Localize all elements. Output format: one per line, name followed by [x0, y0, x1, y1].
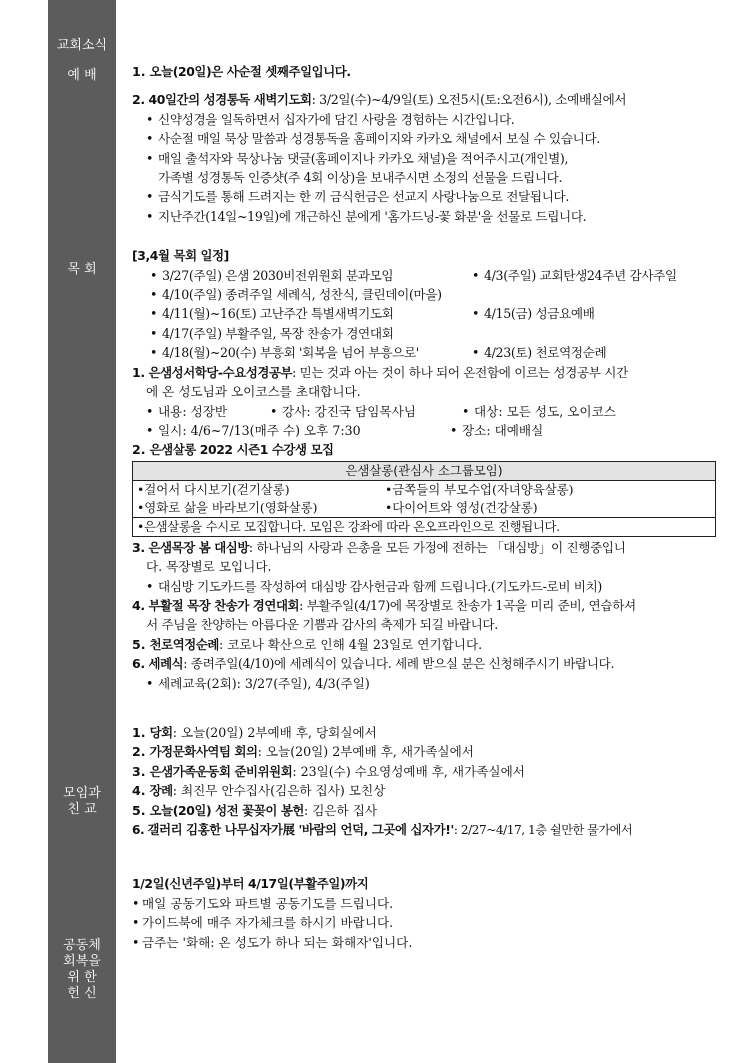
worship-item-2: 2. 40일간의 성경통독 새벽기도회: 3/2일(수)~4/9일(토) 오전5시(토:오전6시), 소예배실에서 [132, 92, 627, 108]
pastoral-section: [3,4월 목회 일정] • 3/27(주일) 은샘 2030비전위원회 분과모임 • 4/3(주일) 교회탄생24주년 감사주일 • 4/10(주일) 종려주일 세례식, 성찬식, 클린데이(마을) • 4/11(월)~16(토) 고난주간 특별새벽기도회 • 4/15(금) 성금요예배 • 4/17(주일) 부활주일, 목장 찬송가 경연대회 • 4/18(월)~20(수) 부흥회 '회복을 넘어 부흥으로' • 4/23(토) 천로역정순례 1. 은샘성서학당-수요성경공부: 믿는 것과 아는 것이 하나 되어 온전함에 이르는 성경공부 시간 에 온 성도님과 오이코스를 초대합니다. • 내용: 성장반 • 강사: 강진국 담임목사님 • 대상: 모든 성도, 오이코스 • 일시: 4/6~7/13(매주 수) 오후 7:30 • 장소: 대예배실 2. 은샘살롱 2022 시즌1 수강생 모집 은샘살롱(관심사 소그룹모임) •걸어서 다시보기(걷기살롱) •영화로 삶을 바라보기(영화살롱) •금쪽들의 부모수업(자녀양육살롱) •다이어트와 영성(건강살롱) •은샘살롱을 수시로 모집합니다. 모임은 강좌에 따라 온오프라인으로 진행됩니다. 3. 은샘목장 봄 대심방: 하나님의 사랑과 은총을 모든 가정에 전하는 「대심방」이 진행중입니 다. 목장별로 모입니다. • 대심방 기도카드를 작성하여 대심방 감사헌금과 함께 드립니다.(기도카드-로비 비치) 4. 부활절 목장 찬송가 경연대회: 부활주일(4/17)에 목장별로 찬송가 1곡을 미리 준비, 연습하셔 서 주님을 찬양하는 아름다운 기쁨과 감사의 축제가 되길 바랍니다. 5. 천로역정순례: 코로나 확산으로 인해 4월 23일로 연기합니다. 6. 세례식: 종려주일(4/10)에 세례식이 있습니다. 세례 받으실 분은 신청해주시기 바랍니다. • 세례교육(2회): 3/27(주일), 4/3(주일) [132, 246, 717, 693]
schedule-row: • 4/10(주일) 종려주일 세례식, 성찬식, 클린데이(마을) [132, 285, 717, 304]
worship-bullet: • 금식기도를 통해 드려지는 한 끼 금식헌금은 선교지 사랑나눔으로 전달됩니다. [132, 187, 717, 206]
worship-bullet: • 지난주간(14일~19일)에 개근하신 분에게 '홈가드닝-꽃 화분'을 선물로 드립니다. [132, 207, 717, 226]
salon-cell: •금쪽들의 부모수업(자녀양육살롱) •다이어트와 영성(건강살롱) [381, 480, 716, 517]
meeting-item: 3. 은샘가족운동회 준비위원회: 23일(수) 수요영성예배 후, 새가족실에서 [132, 763, 525, 779]
prayer-title: 1/2일(신년주일)부터 4/17일(부활주일)까지 [132, 876, 369, 892]
sidebar-header: 교회소식 [56, 38, 108, 53]
pastoral-item-1: 1. 은샘성서학당-수요성경공부: 믿는 것과 아는 것이 하나 되어 온전함에 이르는 성경공부 시간 [132, 364, 628, 380]
schedule-row: • 4/18(월)~20(수) 부흥회 '회복을 넘어 부흥으로' • 4/23(토) 천로역정순례 [132, 343, 717, 362]
salon-table-header: 은샘살롱(관심사 소그룹모임) [133, 461, 716, 480]
worship-bullet-continuation: 가족별 성경통독 인증샷(주 4회 이상)을 보내주시면 소정의 선물을 드립니다. [158, 170, 563, 186]
meetings-section [132, 723, 717, 840]
salon-cell: •걸어서 다시보기(걷기살롱) •영화로 삶을 바라보기(영화살롱) [133, 480, 382, 517]
prayer-line: • 가이드북에 매주 자가체크를 하시기 바랍니다. [132, 913, 717, 932]
worship-bullet: • 사순절 매일 묵상 말씀과 성경통독을 홈페이지와 카카오 채널에서 보실 수 있습니다. [132, 129, 717, 148]
sidebar-prayer [48, 938, 116, 1002]
sidebar [48, 0, 116, 1063]
prayer-line: • 매일 공동기도와 파트별 공동기도를 드립니다. [132, 894, 717, 913]
sidebar-meetings-line2: 친 교 [67, 802, 97, 817]
schedule-row: • 3/27(주일) 은샘 2030비전위원회 분과모임 • 4/3(주일) 교회탄생24주년 감사주일 [132, 266, 717, 285]
meeting-item: 2. 가정문화사역팀 회의: 오늘(20일) 2부예배 후, 새가족실에서 [132, 744, 474, 760]
worship-bullet: • 매일 출석자와 묵상나눔 댓글(홈페이지나 카카오 채널)을 적어주시고(개인별), [132, 149, 717, 168]
sidebar-worship: 예 배 [67, 68, 97, 83]
worship-item-1-title: 오늘(20일)은 사순절 셋째주일입니다. [149, 64, 351, 79]
worship-item-2-title: 40일간의 성경통독 새벽기도회 [148, 92, 312, 108]
salon-table-footer: •은샘살롱을 수시로 모집합니다. 모임은 강좌에 따라 온오프라인으로 진행됩니다. [133, 517, 716, 536]
worship-item-2-detail: : 3/2일(수)~4/9일(토) 오전5시(토:오전6시), 소예배실에서 [311, 92, 627, 108]
sidebar-prayer-line2: 회복을 [63, 954, 101, 969]
schedule-title: [3,4월 목회 일정] [132, 248, 229, 264]
sidebar-prayer-line1: 공동체 [63, 938, 101, 953]
prayer-section [132, 874, 717, 952]
meeting-item: 1. 당회: 오늘(20일) 2부예배 후, 당회실에서 [132, 724, 377, 740]
bible-study-details: • 일시: 4/6~7/13(매주 수) 오후 7:30 • 장소: 대예배실 [132, 421, 717, 440]
meeting-item: 6. 갤러리 김홍한 나무십자가展 '바람의 언덕, 그곳에 십자가!': 2/27~4/17, 1층 쉴만한 물가에서 [132, 822, 633, 837]
pastoral-item-2: 2. 은샘살롱 2022 시즌1 수강생 모집 [132, 442, 334, 458]
worship-item-1: 1. 오늘(20일)은 사순절 셋째주일입니다. [132, 64, 351, 79]
bulletin-content [132, 62, 717, 952]
meeting-item: 4. 장례: 최진무 안수집사(김은하 집사) 모친상 [132, 783, 386, 799]
meeting-item: 5. 오늘(20일) 성전 꽃꽂이 봉헌: 김은하 집사 [132, 802, 378, 818]
sidebar-prayer-line4: 헌 신 [67, 986, 97, 1001]
pastoral-item-5: 5. 천로역정순례: 코로나 확산으로 인해 4월 23일로 연기합니다. [132, 636, 483, 652]
salon-table [132, 461, 716, 537]
sidebar-meetings-line1: 모임과 [63, 786, 101, 801]
pastoral-item-4: 4. 부활절 목장 찬송가 경연대회: 부활주일(4/17)에 목장별로 찬송가 1곡을 미리 준비, 연습하셔 [132, 597, 636, 613]
prayer-line: • 금주는 '화해: 온 성도가 하나 되는 화해자'입니다. [132, 933, 717, 952]
pastoral-item-6: 6. 세례식: 종려주일(4/10)에 세례식이 있습니다. 세례 받으실 분은 신청해주시기 바랍니다. [132, 656, 615, 672]
schedule-row: • 4/11(월)~16(토) 고난주간 특별새벽기도회 • 4/15(금) 성금요예배 [132, 304, 717, 323]
worship-section [132, 62, 717, 226]
schedule-row: • 4/17(주일) 부활주일, 목장 찬송가 경연대회 [132, 324, 717, 343]
sidebar-meetings [48, 786, 116, 818]
bible-study-details: • 내용: 성장반 • 강사: 강진국 담임목사님 • 대상: 모든 성도, 오이코스 [132, 402, 717, 421]
worship-bullet: • 신약성경을 일독하면서 십자가에 담긴 사랑을 경험하는 시간입니다. [132, 110, 717, 129]
sidebar-prayer-line3: 위 한 [67, 970, 97, 985]
sidebar-pastoral: 목 회 [67, 262, 97, 277]
pastoral-item-3: 3. 은샘목장 봄 대심방: 하나님의 사랑과 은총을 모든 가정에 전하는 「대심방」이 진행중입니 [132, 539, 626, 555]
